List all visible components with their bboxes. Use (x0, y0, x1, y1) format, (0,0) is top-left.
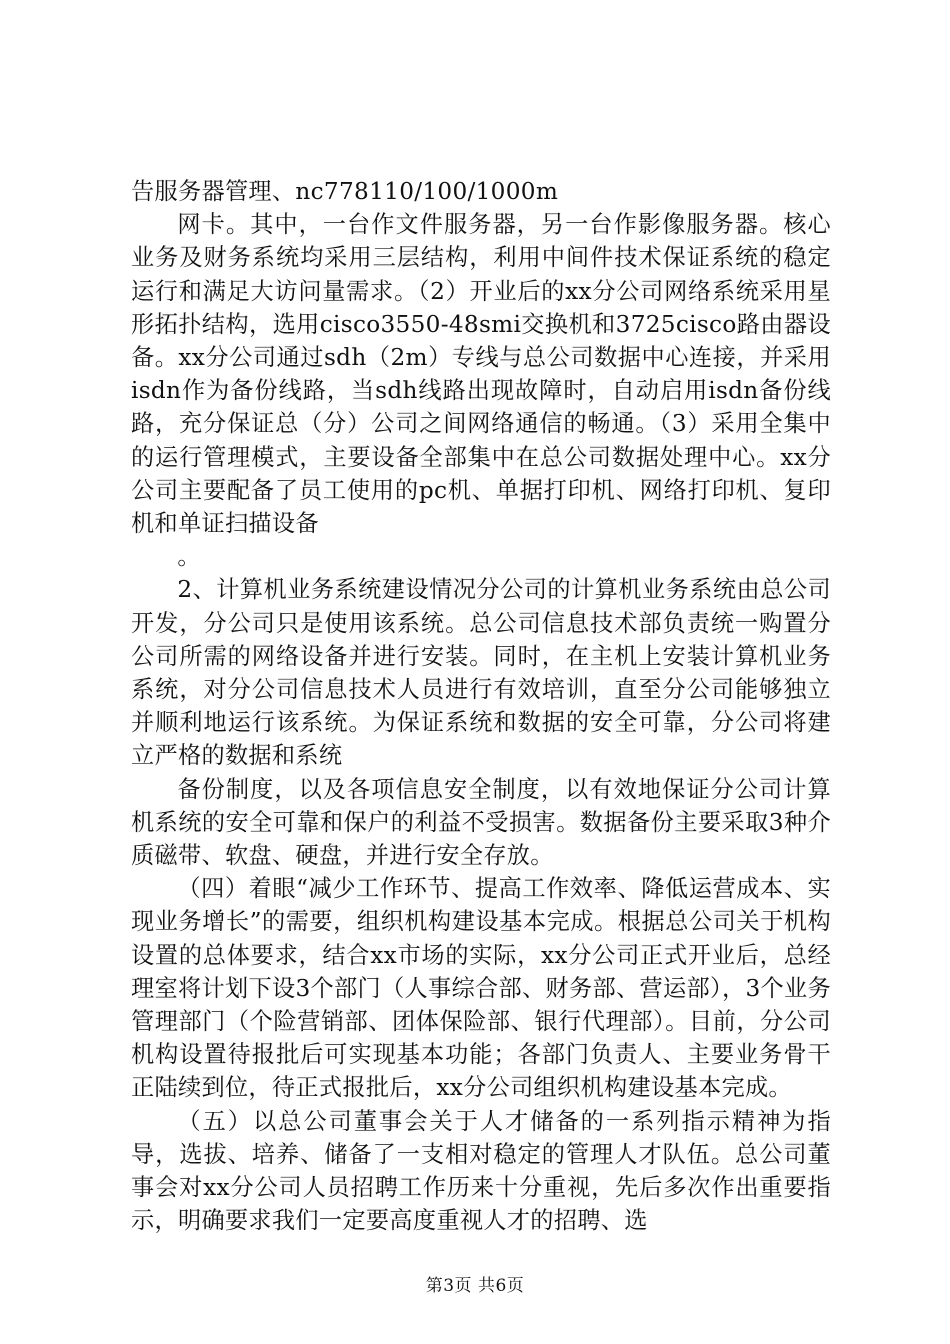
paragraph-organization: （四）着眼“减少工作环节、提高工作效率、降低运营成本、实现业务增长”的需要，组织机构建设基本完成。根据总公司关于机构设置的总体要求，结合xx市场的实际，xx分公司正式开业后，总经理室将计划下设3个部门（人事综合部、财务部、营运部），3个业务管理部门（个险营销部、团体保险部、银行代理部）。目前，分公司机构设置待报批后可实现基本功能；各部门负责人、主要业务骨干正陆续到位，待正式报批后，xx分公司组织机构建设基本完成。 (131, 875, 831, 1102)
paragraph-talent: （五）以总公司董事会关于人才储备的一系列指示精神为指导，选拔、培养、储备了一支相对稳定的管理人才队伍。总公司董事会对xx分公司人员招聘工作历来十分重视，先后多次作出重要指示，明确要求我们一定要高度重视人才的招聘、选 (131, 1107, 831, 1235)
page-number-footer: 第3页 共6页 (425, 1276, 525, 1296)
document-body (131, 175, 831, 1238)
paragraph-network-card: 网卡。其中，一台作文件服务器，另一台作影像服务器。核心业务及财务系统均采用三层结构，利用中间件技术保证系统的稳定运行和满足大访问量需求。（2）开业后的xx分公司网络系统采用星形拓扑结构，选用cisco3550-48smi交换机和3725cisco路由器设备。xx分公司通过sdh（2m）专线与总公司数据中心连接，并采用isdn作为备份线路，当sdh线路出现故障时，自动启用isdn备份线路，充分保证总（分）公司之间网络通信的畅通。（3）采用全集中的运行管理模式，主要设备全部集中在总公司数据处理中心。xx分公司主要配备了员工使用的pc机、单据打印机、网络打印机、复印机和单证扫描设备 (131, 211, 831, 538)
paragraph-period: 。 (177, 543, 201, 571)
paragraph-backup: 备份制度，以及各项信息安全制度，以有效地保证分公司计算机系统的安全可靠和保户的利益不受损害。数据备份主要采取3种介质磁带、软盘、硬盘，并进行安全存放。 (131, 775, 831, 870)
paragraph-business-system: 2、计算机业务系统建设情况分公司的计算机业务系统由总公司开发，分公司只是使用该系统。总公司信息技术部负责统一购置分公司所需的网络设备并进行安装。同时，在主机上安装计算机业务系统，对分公司信息技术人员进行有效培训，直至分公司能够独立并顺利地运行该系统。为保证系统和数据的安全可靠，分公司将建立严格的数据和系统 (131, 576, 831, 770)
paragraph-continuation: 告服务器管理、nc778110/100/1000m (131, 178, 559, 205)
